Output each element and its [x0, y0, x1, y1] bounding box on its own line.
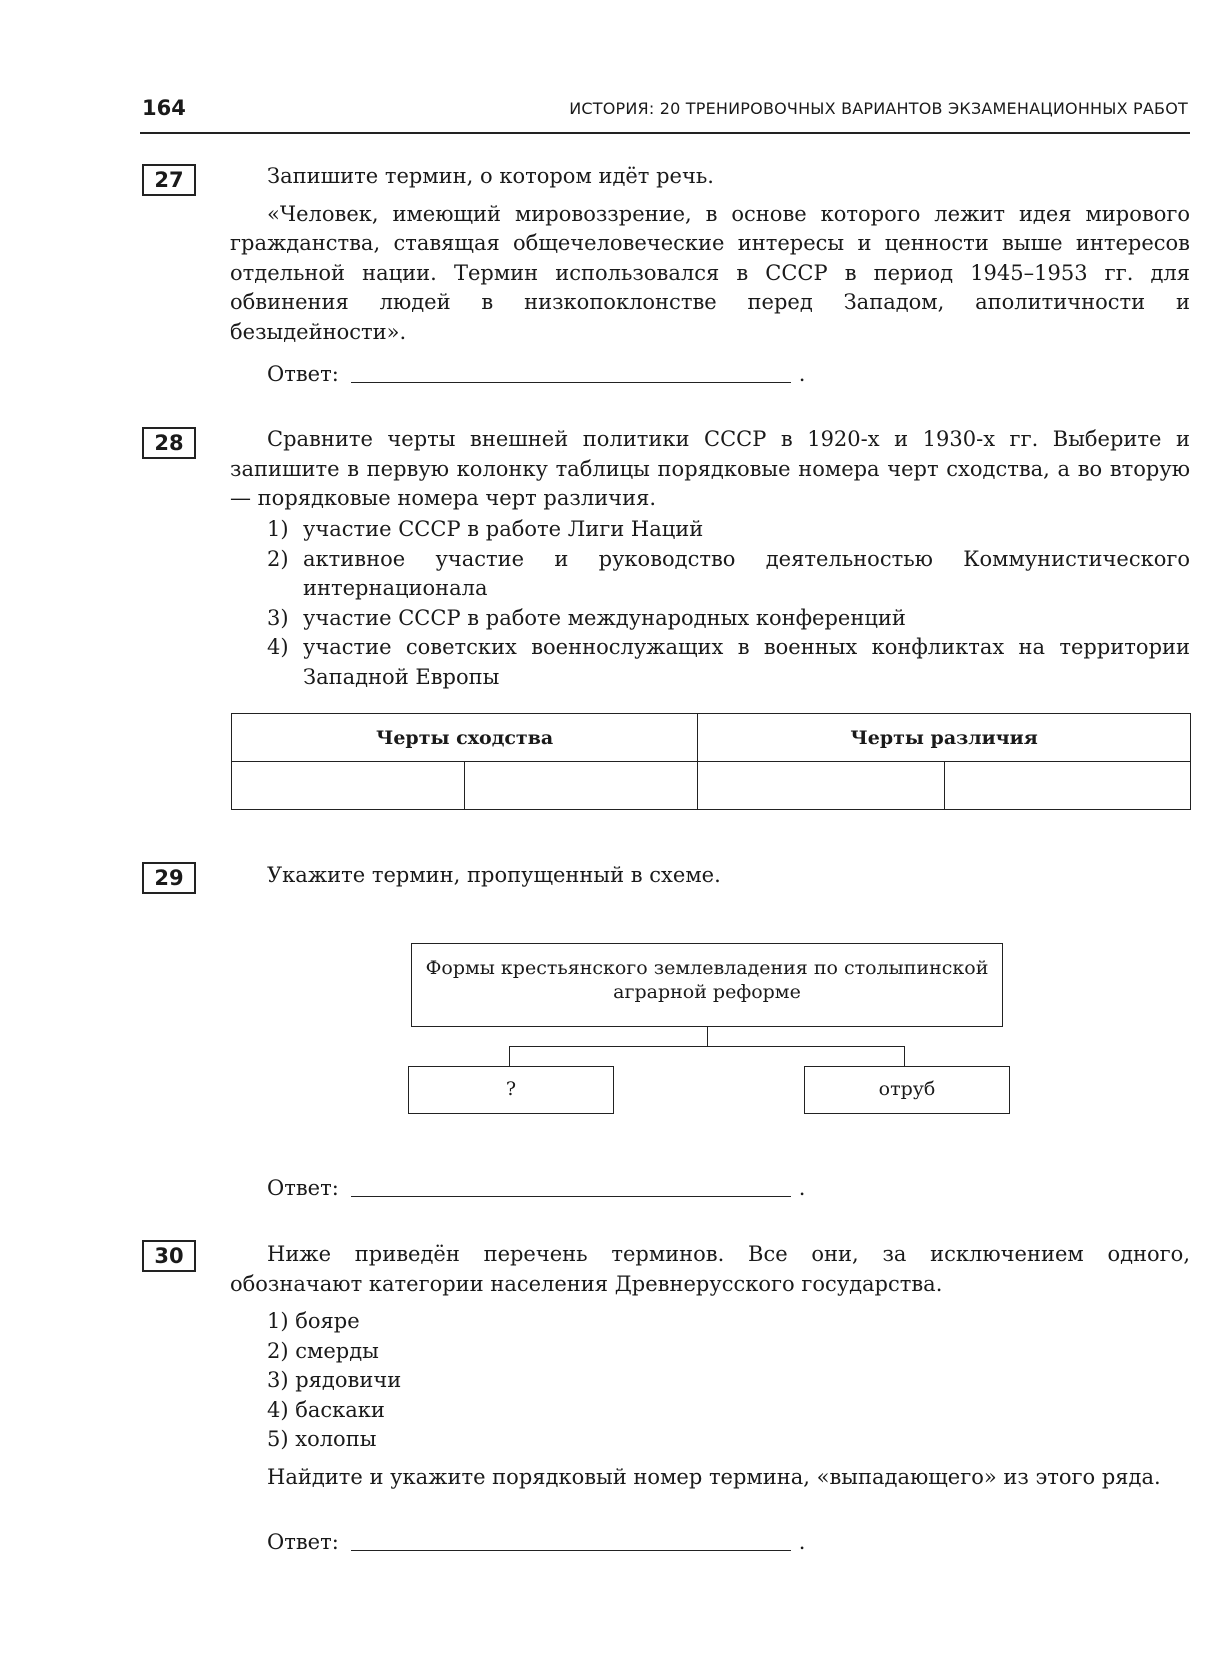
answer-29[interactable]: Ответ: . — [267, 1176, 806, 1200]
question-number-30: 30 — [142, 1240, 196, 1272]
question-29-prompt: Укажите термин, пропущенный в схеме. — [267, 863, 721, 887]
table-cell-input[interactable] — [698, 762, 944, 810]
answer-27[interactable]: Ответ: . — [267, 362, 806, 386]
question-30-prompt: Ниже приведён перечень терминов. Все они, за исключением одного, обозначают категории населения Древнерусского государства. — [230, 1242, 1190, 1296]
answer-line[interactable] — [351, 1178, 791, 1197]
answer-label: Ответ: — [267, 362, 339, 386]
answer-line[interactable] — [351, 1532, 791, 1551]
comparison-table — [231, 713, 1191, 810]
table-header-differences: Черты различия — [698, 714, 1191, 762]
question-30-instruction: Найдите и укажите порядковый номер термина, «выпадающего» из этого ряда. — [267, 1465, 1161, 1489]
answer-line[interactable] — [351, 364, 791, 383]
running-title: ИСТОРИЯ: 20 ТРЕНИРОВОЧНЫХ ВАРИАНТОВ ЭКЗАМЕНАЦИОННЫХ РАБОТ — [569, 99, 1188, 118]
diagram-top-box: Формы крестьянского землевладения по столыпинской аграрной реформе — [411, 943, 1003, 1027]
diagram-left-box: ? — [408, 1066, 614, 1114]
question-28-items — [267, 515, 1190, 692]
page-header — [140, 92, 1190, 134]
list-item: 3) участие СССР в работе международных конференций — [267, 605, 906, 630]
list-item: 2) активное участие и руководство деятельностью Коммунистического интернационала — [267, 546, 1190, 600]
list-item: 1) бояре — [267, 1309, 360, 1333]
answer-label: Ответ: — [267, 1176, 339, 1200]
list-item: 4) участие советских военнослужащих в военных конфликтах на территории Западной Европы — [267, 635, 1190, 689]
question-number-28: 28 — [142, 427, 196, 459]
list-item: 5) холопы — [267, 1427, 377, 1451]
diagram-right-box: отруб — [804, 1066, 1010, 1114]
page-number: 164 — [142, 96, 186, 120]
question-27-body — [230, 162, 1190, 347]
list-item: 2) смерды — [267, 1338, 379, 1363]
table-cell-input[interactable] — [944, 762, 1190, 810]
question-number-29: 29 — [142, 862, 196, 894]
list-item: 4) баскаки — [267, 1397, 385, 1422]
question-30-items — [267, 1307, 401, 1455]
diagram-connector — [509, 1046, 510, 1066]
diagram-connector — [707, 1027, 708, 1046]
table-header-similarities: Черты сходства — [232, 714, 698, 762]
question-27-prompt: Запишите термин, о котором идёт речь. — [267, 164, 714, 188]
answer-label: Ответ: — [267, 1530, 339, 1554]
question-28-prompt: Сравните черты внешней политики СССР в 1920-х и 1930-х гг. Выберите и запишите в первую колонку таблицы порядковые номера черт сходства, а во вторую — порядковые номера черт различия. — [230, 427, 1190, 510]
answer-30[interactable]: Ответ: . — [267, 1530, 806, 1554]
table-cell-input[interactable] — [465, 762, 698, 810]
list-item: 3) рядовичи — [267, 1368, 402, 1392]
question-27-quote: «Человек, имеющий мировоззрение, в основе которого лежит идея мирового гражданства, ставящая общечеловеческие интересы и ценности выше интересов отдельной нации. Термин использовался в СССР в период 1945–1953 гг. для обвинения людей в низкопоклонстве перед Западом, аполитичности и безыдейности». — [230, 201, 1190, 344]
question-number-27: 27 — [142, 164, 196, 196]
table-cell-input[interactable] — [232, 762, 465, 810]
diagram-connector — [904, 1046, 905, 1066]
list-item: 1) участие СССР в работе Лиги Наций — [267, 517, 704, 541]
diagram-connector — [509, 1046, 905, 1047]
